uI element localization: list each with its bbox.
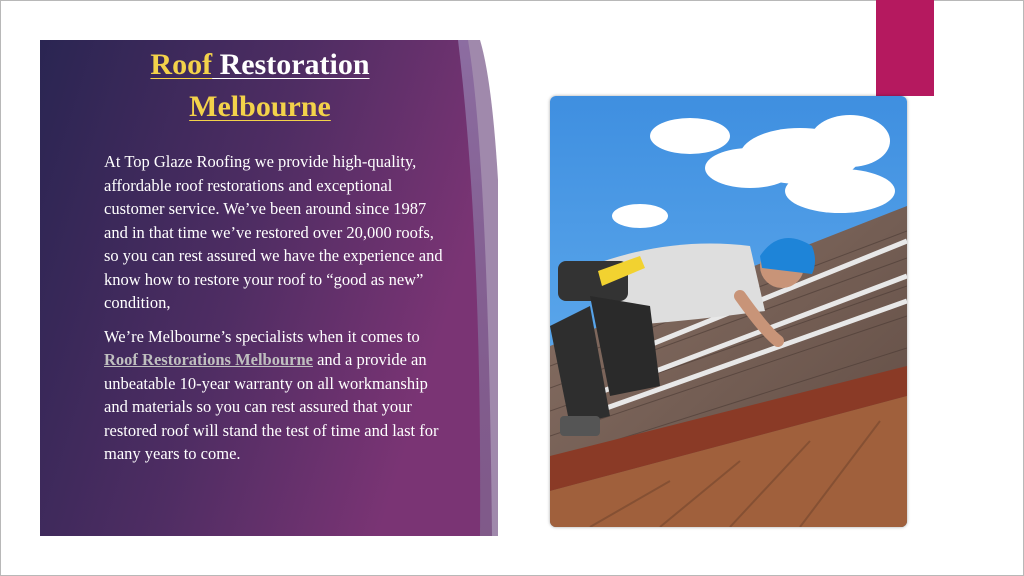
specialists-paragraph <box>104 325 446 466</box>
roof-restorations-link[interactable]: Roof Restorations Melbourne <box>104 350 313 369</box>
accent-tab <box>876 0 934 96</box>
page-title <box>40 44 480 128</box>
roofer-illustration <box>550 96 907 527</box>
body-text <box>104 150 446 476</box>
paragraph-text-before-link: We’re Melbourne’s specialists when it comes to <box>104 326 420 346</box>
roofer-photo <box>550 96 907 527</box>
intro-paragraph: At Top Glaze Roofing we provide high-quality, affordable roof restorations and exceptional customer service. We’ve been around since 1987 and in that time we’ve restored over 20,000 roofs, so you can rest assured we have the experience and know how to restore your roof to “good as new” condition, <box>104 152 443 312</box>
title-word-roof: Roof <box>150 48 213 81</box>
text-panel <box>40 40 498 536</box>
title-word-restoration: Restoration <box>212 48 370 81</box>
title-word-melbourne: Melbourne <box>189 90 331 123</box>
paragraph-text-after-link: and a provide an unbeatable 10-year warranty on all workmanship and materials so you can rest assured that your restored roof will stand the test of time and last for many years to come. <box>104 350 439 463</box>
